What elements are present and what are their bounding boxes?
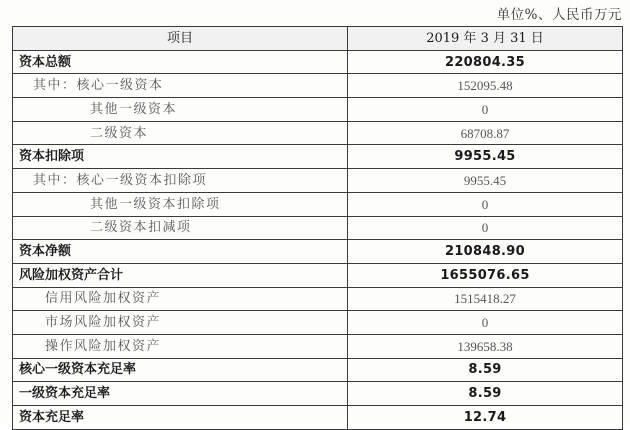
table-row <box>13 358 623 382</box>
table-row <box>13 192 623 216</box>
row-label: 资本净额 <box>13 240 348 264</box>
row-label: 其他一级资本 <box>13 98 348 122</box>
table-row <box>13 382 623 406</box>
row-label: 二级资本扣减项 <box>13 216 348 240</box>
table-row <box>13 287 623 311</box>
row-value: 9955.45 <box>348 145 623 169</box>
table-row <box>13 311 623 335</box>
row-label: 资本总额 <box>13 50 348 74</box>
row-label: 资本充足率 <box>13 406 348 430</box>
row-label: 信用风险加权资产 <box>13 287 348 311</box>
row-value: 68708.87 <box>348 121 623 145</box>
row-value: 0 <box>348 216 623 240</box>
table-row <box>13 50 623 74</box>
row-value: 220804.35 <box>348 50 623 74</box>
row-label: 其中：核心一级资本扣除项 <box>13 169 348 193</box>
row-label: 风险加权资产合计 <box>13 263 348 287</box>
row-value: 0 <box>348 192 623 216</box>
row-label: 一级资本充足率 <box>13 382 348 406</box>
row-value: 8.59 <box>348 358 623 382</box>
row-value: 0 <box>348 98 623 122</box>
table-row <box>13 98 623 122</box>
table-row <box>13 240 623 264</box>
table-row <box>13 216 623 240</box>
table-row <box>13 121 623 145</box>
header-date: 2019 年 3 月 31 日 <box>348 27 623 51</box>
row-label: 操作风险加权资产 <box>13 334 348 358</box>
row-value: 1515418.27 <box>348 287 623 311</box>
row-label: 资本扣除项 <box>13 145 348 169</box>
table-row <box>13 74 623 98</box>
row-value: 0 <box>348 311 623 335</box>
capital-adequacy-table <box>12 26 623 430</box>
table-row <box>13 263 623 287</box>
row-value: 210848.90 <box>348 240 623 264</box>
row-value: 12.74 <box>348 406 623 430</box>
table-row <box>13 334 623 358</box>
row-label: 市场风险加权资产 <box>13 311 348 335</box>
row-value: 1655076.65 <box>348 263 623 287</box>
row-value: 152095.48 <box>348 74 623 98</box>
row-label: 其他一级资本扣除项 <box>13 192 348 216</box>
unit-note: 单位%、人民币万元 <box>496 7 622 23</box>
row-value: 139658.38 <box>348 334 623 358</box>
row-label: 核心一级资本充足率 <box>13 358 348 382</box>
header-item: 项目 <box>13 27 348 51</box>
table-row <box>13 145 623 169</box>
row-value: 9955.45 <box>348 169 623 193</box>
row-label: 其中：核心一级资本 <box>13 74 348 98</box>
table-row <box>13 169 623 193</box>
table-header-row <box>13 27 623 51</box>
table-row <box>13 406 623 430</box>
row-label: 二级资本 <box>13 121 348 145</box>
row-value: 8.59 <box>348 382 623 406</box>
